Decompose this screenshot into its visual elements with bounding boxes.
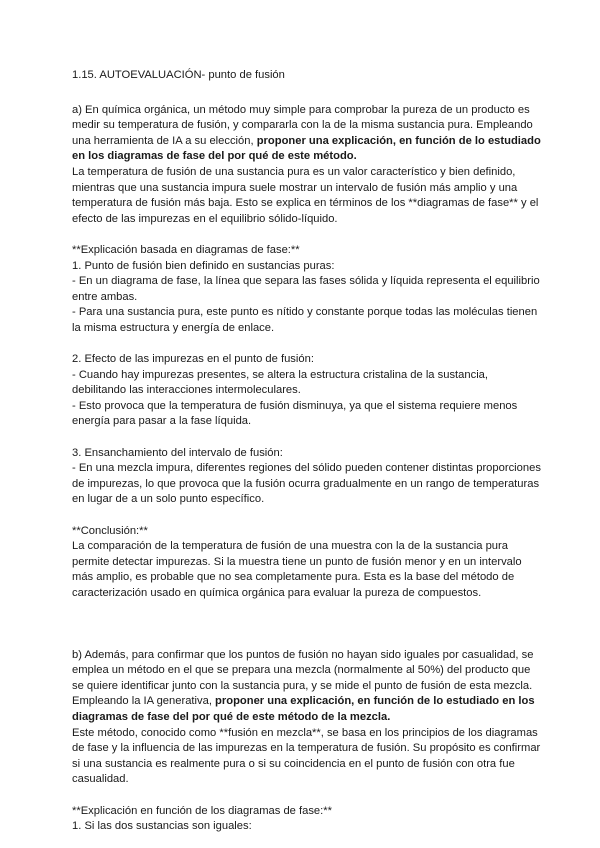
point-1-sub-1: - En un diagrama de fase, la línea que separa las fases sólida y líquida representa el equilibrio entre ambas. — [72, 275, 540, 303]
part-a-answer-intro: La temperatura de fusión de una sustancia pura es un valor característico y bien definido, mientras que una sustancia impura suele mostrar un intervalo de fusión más amplio y una temperatura de fusión más baja. Esto se explica en términos de los **diagramas de fase** y el efecto de las impurezas en el equilibrio sólido-líquido. — [72, 165, 539, 225]
section-gap-2 — [72, 625, 542, 648]
part-a-question-text: a) En química orgánica, un método muy simple para comprobar la pureza de un producto es medir su temperatura de fusión, y compararla con la de la misma sustancia pura. Empleando una herramienta de IA a su elección, — [72, 103, 533, 147]
part-b-point-1-title: 1. Si las dos sustancias son iguales: — [72, 820, 252, 833]
page-title: 1.15. AUTOEVALUACIÓN- punto de fusión — [72, 69, 285, 81]
point-1-title: 1. Punto de fusión bien definido en sustancias puras: — [72, 259, 335, 272]
point-1 — [72, 259, 542, 337]
part-a-question-bold: proponer una explicación, en función de lo estudiado en los diagramas de fase del por qué de este método. — [72, 134, 541, 163]
point-1-sub-2: - Para una sustancia pura, este punto es nítido y constante porque todas las moléculas tienen la misma estructura y energía de enlace. — [72, 306, 538, 334]
part-b-question-text: b) Además, para confirmar que los puntos de fusión no hayan sido iguales por casualidad, se emplea un método en el que se prepara una mezcla (normalmente al 50%) del producto que se quiere identificar junto con la sustancia pura, y se mide el punto de fusión de esta mezcla. Empleando la IA generativa, — [72, 648, 534, 708]
part-b-answer-intro: Este método, conocido como **fusión en mezcla**, se basa en los principios de los diagramas de fase y la influencia de las impurezas en la temperatura de fusión. Su propósito es confirmar si una sustancia es realmente pura o si su coincidencia en el punto de fusión con otra fue casualidad. — [72, 726, 541, 786]
point-3-title: 3. Ensanchamiento del intervalo de fusión: — [72, 446, 283, 459]
part-a-explanation-heading: **Explicación basada en diagramas de fase:** — [72, 243, 300, 256]
part-b-question — [72, 648, 542, 726]
point-3 — [72, 446, 542, 508]
part-b-question-bold: proponer una explicación, en función de lo estudiado en los diagramas de fase del por qué de este método de la mezcla. — [72, 695, 535, 723]
conclusion-text: La comparación de la temperatura de fusión de una muestra con la de la sustancia pura permite detectar impurezas. Si la muestra tiene un punto de fusión menor y en un intervalo más amplio, es probable que no sea completamente pura. Esta es la base del método de caracterización usado en química orgánica para evaluar la pureza de compuestos. — [72, 540, 522, 599]
point-3-sub-1: - En una mezcla impura, diferentes regiones del sólido pueden contener distintas proporciones de impurezas, lo que provoca que la fusión ocurra gradualmente en un rango de temperaturas en lugar de a un solo punto específico. — [72, 462, 541, 506]
point-2 — [72, 352, 542, 430]
section-gap — [72, 602, 542, 625]
part-a-question — [72, 103, 542, 165]
point-2-title: 2. Efecto de las impurezas en el punto de fusión: — [72, 353, 314, 366]
point-2-sub-1: - Cuando hay impurezas presentes, se altera la estructura cristalina de la sustancia, debilitando las interacciones intermoleculares. — [72, 368, 489, 397]
point-2-sub-2: - Esto provoca que la temperatura de fusión disminuya, ya que el sistema requiere menos energía para pasar a la fase líquida. — [72, 399, 518, 428]
document-body — [72, 68, 542, 835]
conclusion-heading: **Conclusión:** — [72, 524, 148, 537]
part-b-explanation-heading: **Explicación en función de los diagramas de fase:** — [72, 804, 332, 817]
